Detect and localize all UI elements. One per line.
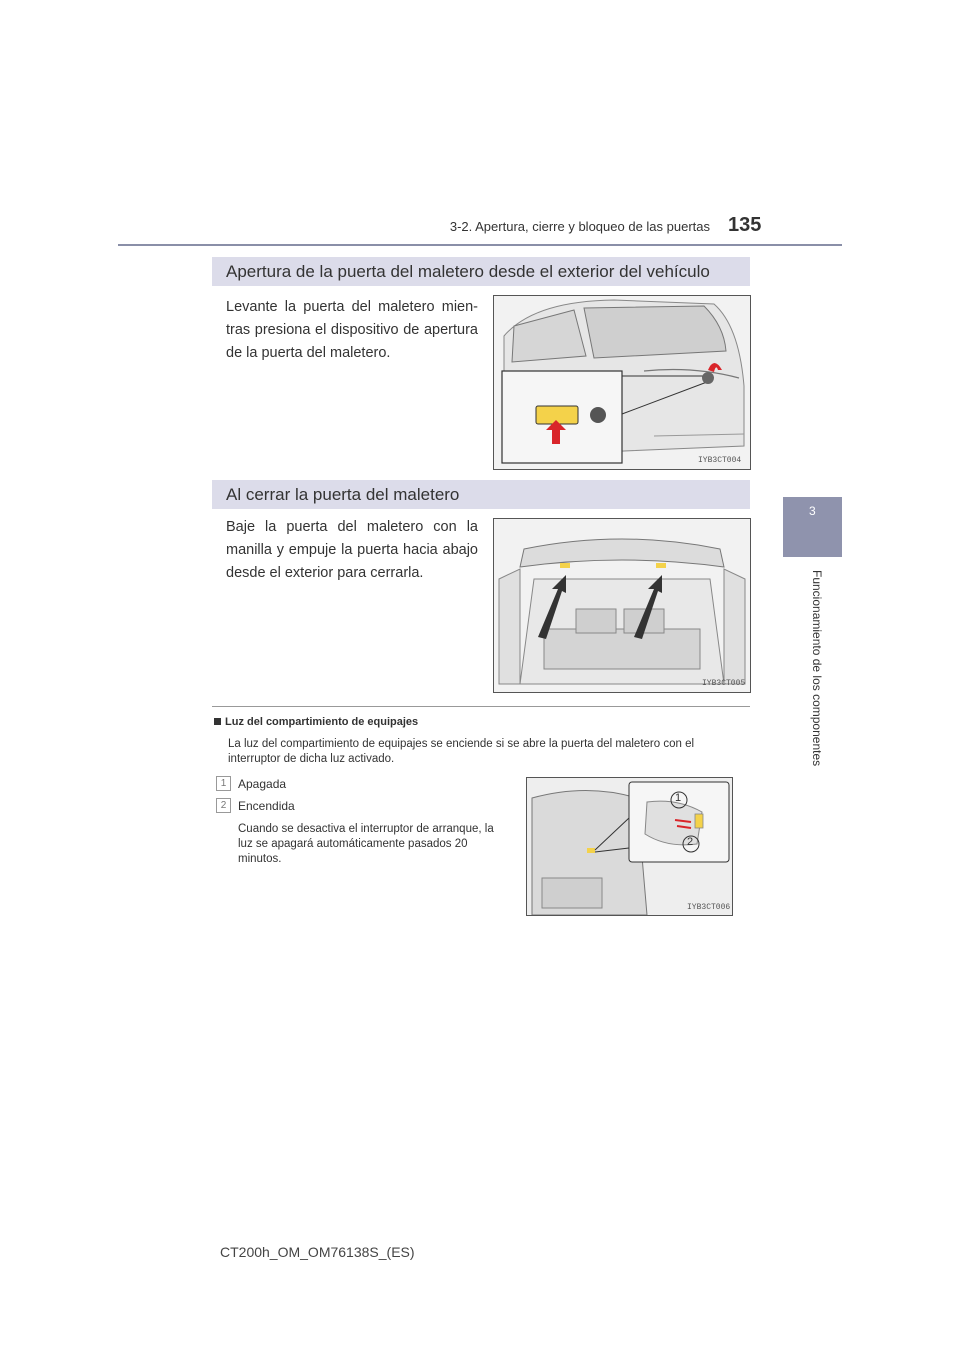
note-divider bbox=[212, 706, 750, 707]
item-label-off: Apagada bbox=[238, 777, 287, 791]
item-number-badge: 1 bbox=[216, 776, 231, 791]
note-text: La luz del compartimiento de equipajes se enciende si se abre la puerta del maletero con el interruptor de dicha luz activado. bbox=[228, 738, 695, 765]
car-rear-illustration bbox=[494, 296, 750, 469]
figure-trunk-close bbox=[493, 518, 751, 693]
figure-trunk-open bbox=[493, 295, 751, 470]
chapter-tab-number: 3 bbox=[809, 504, 816, 518]
callout-2: 2 bbox=[687, 836, 694, 848]
item-label-on: Encendida bbox=[238, 799, 295, 813]
note-heading bbox=[214, 716, 418, 728]
figure-code: IYB3CT005 bbox=[702, 679, 746, 688]
section-heading-close bbox=[212, 480, 750, 509]
callout-1: 1 bbox=[675, 792, 682, 804]
document-code: CT200h_OM_OM76138S_(ES) bbox=[220, 1244, 415, 1260]
chapter-tab bbox=[783, 497, 842, 557]
item-description: Cuando se desactiva el interruptor de arranque, la luz se apagará automáticamente pasados 20 minutos. bbox=[238, 823, 494, 865]
trunk-interior-illustration bbox=[494, 519, 750, 692]
note-heading-text: Luz del compartimiento de equipajes bbox=[225, 716, 419, 728]
luggage-light-illustration bbox=[527, 778, 732, 915]
section-close-text: Baje la puerta del maletero con la manilla y empuje la puerta hacia abajo desde el exterior para cerrarla. bbox=[226, 519, 478, 581]
section-heading-open-text: Apertura de la puerta del maletero desde el exterior del vehículo bbox=[226, 262, 710, 281]
section-open-text: Levante la puerta del maletero mien-tras presiona el dispositivo de apertura de la puerta del maletero. bbox=[226, 299, 478, 361]
header-divider bbox=[118, 244, 842, 246]
section-heading-open bbox=[212, 257, 750, 286]
figure-code: IYB3CT006 bbox=[687, 903, 731, 912]
item-number-badge: 2 bbox=[216, 798, 231, 813]
page-number: 135 bbox=[728, 214, 762, 236]
figure-luggage-light bbox=[526, 777, 733, 916]
section-heading-close-text: Al cerrar la puerta del maletero bbox=[226, 485, 460, 504]
header-section-title: 3-2. Apertura, cierre y bloqueo de las puertas bbox=[449, 219, 710, 234]
square-bullet-icon bbox=[214, 718, 221, 725]
chapter-tab-label: Funcionamiento de los componentes bbox=[810, 570, 824, 767]
figure-code: IYB3CT004 bbox=[698, 456, 742, 465]
